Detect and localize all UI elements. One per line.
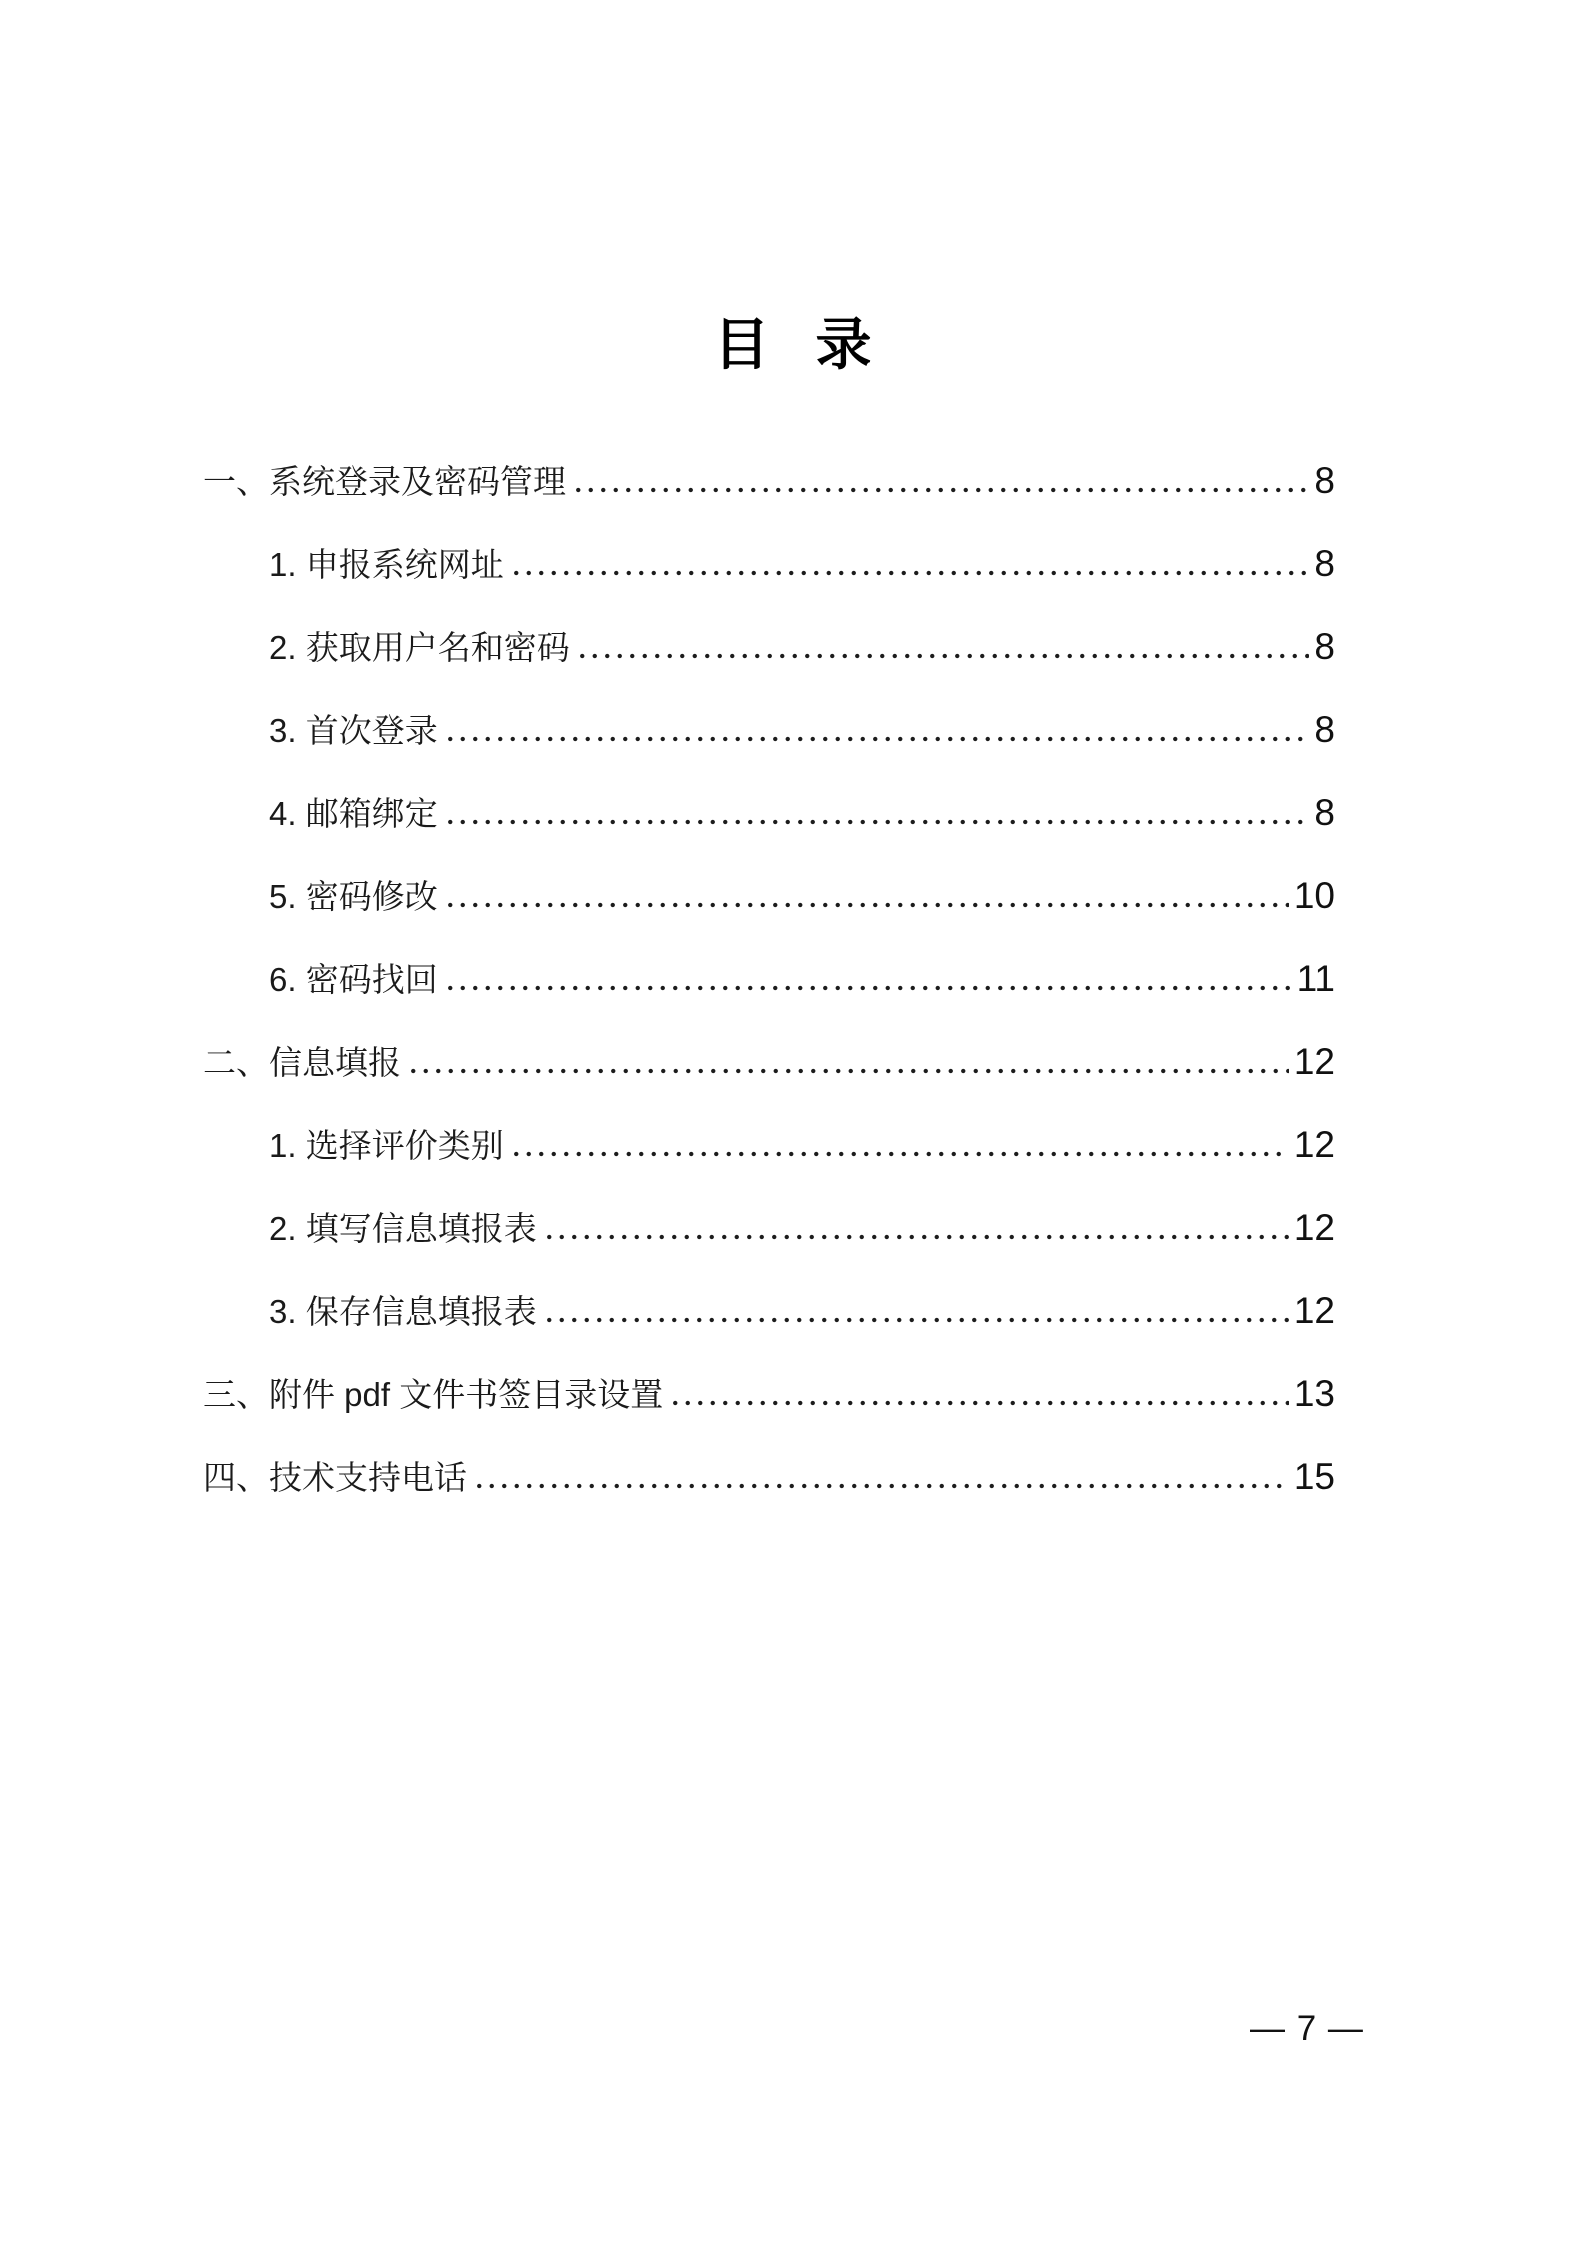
toc-entry-page: 8 (1314, 792, 1335, 833)
toc-entry[interactable] (203, 1186, 1335, 1269)
toc-entry-label: 3. 保存信息填报表 (269, 1293, 537, 1330)
dot-leader (510, 1151, 1289, 1157)
toc-entry-page: 8 (1314, 626, 1335, 667)
toc-entry[interactable] (203, 688, 1335, 771)
dot-leader (444, 985, 1292, 991)
toc-entry[interactable] (203, 854, 1335, 937)
toc-entry-label: 一、系统登录及密码管理 (203, 463, 566, 500)
dot-leader (669, 1400, 1289, 1406)
dot-leader (444, 736, 1310, 742)
toc-entry-page: 10 (1293, 875, 1335, 916)
toc-entry-page: 8 (1314, 543, 1335, 584)
dot-leader (576, 653, 1310, 659)
toc-entry-label: 3. 首次登录 (269, 712, 438, 749)
toc-entry[interactable] (203, 1435, 1335, 1518)
toc-entry[interactable] (203, 439, 1335, 522)
toc-entry-label: 6. 密码找回 (269, 961, 438, 998)
page-title: 目 录 (713, 315, 874, 377)
toc-entry-label: 1. 申报系统网址 (269, 546, 504, 583)
dot-leader (510, 570, 1310, 576)
dot-leader (543, 1317, 1289, 1323)
dot-leader (444, 819, 1310, 825)
dot-leader (543, 1234, 1289, 1240)
toc-entry-label: 四、技术支持电话 (203, 1459, 467, 1496)
toc-entry-page: 8 (1314, 709, 1335, 750)
toc-entry[interactable] (203, 605, 1335, 688)
toc-entry[interactable] (203, 1269, 1335, 1352)
dot-leader (572, 487, 1309, 493)
toc-entry[interactable] (203, 1352, 1335, 1435)
toc-entry-page: 11 (1296, 958, 1335, 999)
dot-leader (444, 902, 1289, 908)
toc-entry[interactable] (203, 771, 1335, 854)
toc-entry-label: 4. 邮箱绑定 (269, 795, 438, 832)
toc-entry-page: 12 (1293, 1207, 1335, 1248)
toc-entry-page: 12 (1293, 1124, 1335, 1165)
toc-entry-page: 13 (1293, 1373, 1335, 1414)
toc-entry[interactable] (203, 522, 1335, 605)
toc-entry-label: 5. 密码修改 (269, 878, 438, 915)
toc-entry-label: 2. 获取用户名和密码 (269, 629, 570, 666)
dot-leader (473, 1483, 1289, 1489)
dot-leader (407, 1068, 1289, 1074)
toc-entry-label: 1. 选择评价类别 (269, 1127, 504, 1164)
footer-page-number: — 7 — (1250, 2009, 1364, 2048)
toc-entry[interactable] (203, 1103, 1335, 1186)
toc-entry[interactable] (203, 1020, 1335, 1103)
toc-entry-page: 15 (1293, 1456, 1335, 1497)
toc-list (203, 439, 1335, 1518)
toc-entry-page: 8 (1314, 460, 1335, 501)
toc-entry-page: 12 (1293, 1290, 1335, 1331)
toc-entry[interactable] (203, 937, 1335, 1020)
toc-entry-page: 12 (1293, 1041, 1335, 1082)
toc-entry-label: 2. 填写信息填报表 (269, 1210, 537, 1247)
toc-entry-label: 三、附件 pdf 文件书签目录设置 (203, 1376, 664, 1413)
toc-entry-label: 二、信息填报 (203, 1044, 401, 1081)
